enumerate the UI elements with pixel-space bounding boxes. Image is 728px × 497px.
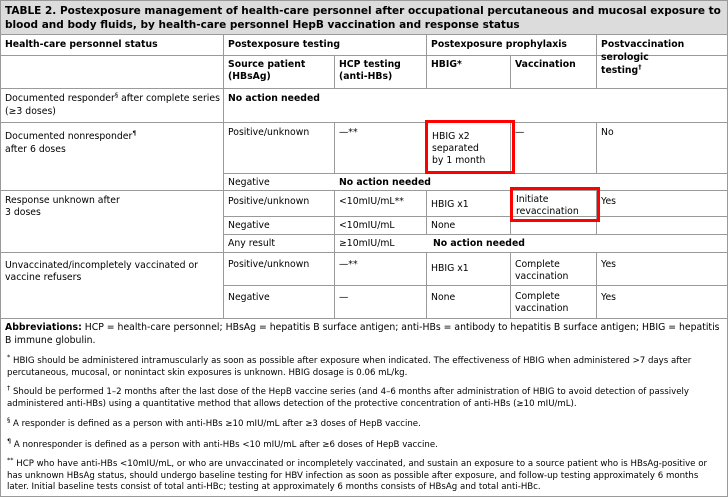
grid-line [334,190,335,318]
nonresponder-hbig-2: separated [432,143,479,154]
footnote-hbig: * HBIG should be administered intramuscularly as soon as possible after exposure when indicated. The effectiveness of HBIG when administered >7 days after percutaneous, mucosal, or nonintact skin exposures is unknown. HBIG dosage is 0.06 mL/kg. [7,353,692,378]
unknown-r2-hcp: <10mIU/mL [339,220,395,231]
highlight-box-revaccination [510,187,600,222]
dagger-mark: † [638,62,642,71]
grid-line [223,34,224,318]
unknown-r1-hbig: HBIG x1 [431,199,469,210]
unvaccinated-r2-serologic: Yes [601,292,617,303]
row-nonresponder-label: Documented nonresponder¶ [5,128,137,142]
row-responder-note: No action needed [228,93,320,104]
nonresponder-hbig-1: HBIG x2 [432,131,470,142]
footnote-responder: § A responder is defined as a person with anti-HBs ≥10 mIU/mL after ≥3 doses of HepB vaccine. [7,416,421,429]
grid-line [334,122,335,174]
unknown-r3-source: Any result [228,238,276,249]
grid-line [510,55,511,89]
grid-line [1,190,727,191]
abbreviations-text: HCP = health-care personnel; HBsAg = hepatitis B surface antigen; anti-HBs = antibody to hepatitis B surface antigen; HBIG = hepatitis B immune globulin. [5,322,720,346]
row-responder-label-line2: (≥3 doses) [5,106,56,117]
grid-line [224,234,727,235]
row-unknown-label: Response unknown after [5,195,120,206]
grid-line [426,252,427,318]
unknown-r3-hcp: ≥10mIU/mL [339,238,395,249]
grid-line [1,252,727,253]
row-unvaccinated-label: Unvaccinated/incompletely vaccinated or [5,260,198,271]
unknown-r1-hcp: <10mIU/mL** [339,196,404,207]
unknown-r3-note: No action needed [433,238,525,249]
footnote-nonresponder: ¶ A nonresponder is defined as a person with anti-HBs <10 mIU/mL after ≥6 doses of HepB vaccine. [7,437,438,450]
unknown-r2-hbig: None [431,220,456,231]
header-postvaccination-line2: serologic [601,52,649,63]
nonresponder-negative-note: No action needed [339,177,431,188]
nonresponder-hcp: —** [339,127,358,138]
unknown-r1-serologic: Yes [601,196,617,207]
caption-label: TABLE 2. [5,5,57,17]
row-responder-label: Documented responder§ after complete series [5,90,220,104]
header-vaccination: Vaccination [515,59,576,70]
footnote-testing: † Should be performed 1–2 months after the last dose of the HepB vaccine series (and 4–6 months after administration of HBIG to avoid detection of passively administered anti-HBs) using a quantitative method that allows detection of the protective concentration of anti-HBs (≥10 mIU/mL). [7,384,689,409]
unvaccinated-r2-hbig: None [431,292,456,303]
nonresponder-negative-source: Negative [228,177,270,188]
header-postvaccination-line3: testing† [601,62,642,76]
unvaccinated-r2-vacc-1: Complete [515,291,560,302]
grid-line [596,252,597,318]
header-status: Health-care personnel status [5,39,158,50]
header-postexposure-testing: Postexposure testing [228,39,340,50]
header-source-line1: Source patient [228,59,306,70]
nonresponder-source: Positive/unknown [228,127,310,138]
header-hcp-line2: (anti-HBs) [339,71,393,82]
header-hbig: HBIG* [431,59,462,70]
grid-line [1,122,727,123]
caption-text: Postexposure management of health-care personnel after occupational percutaneous and mucosal exposure to blood and body fluids, by health-care personnel HepB vaccination and response status [5,5,721,31]
header-hcp-line1: HCP testing [339,59,401,70]
abbreviations [5,322,723,347]
grid-line [426,34,427,89]
grid-line [426,190,427,235]
grid-line [596,34,597,89]
row-unknown-label-line2: 3 doses [5,207,41,218]
table-caption [1,1,727,35]
grid-line [224,216,727,217]
nonresponder-hbig-3: by 1 month [432,155,486,166]
unknown-r1-vacc-1: Initiate [516,194,549,205]
unvaccinated-r1-serologic: Yes [601,259,617,270]
unvaccinated-r1-vacc-1: Complete [515,259,560,270]
header-source-line2: (HBsAg) [228,71,271,82]
grid-line [334,55,335,89]
unvaccinated-r1-hcp: —** [339,259,358,270]
unvaccinated-r2-source: Negative [228,292,270,303]
row-unvaccinated-label-line2: vaccine refusers [5,272,82,283]
grid-line [510,252,511,318]
row-nonresponder-label-line2: after 6 doses [5,144,66,155]
header-postvaccination-line1: Postvaccination [601,39,685,50]
unvaccinated-r2-vacc-2: vaccination [515,303,569,314]
unvaccinated-r1-hbig: HBIG x1 [431,263,469,274]
grid-line [1,318,727,319]
highlight-box-hbig [425,120,515,174]
nonresponder-serologic: No [601,127,614,138]
unknown-r1-vacc-2: revaccination [516,206,579,217]
unknown-r1-source: Positive/unknown [228,196,310,207]
abbreviations-label: Abbreviations: [5,322,82,333]
grid-line [1,88,727,89]
footnote-baseline-testing: ** HCP who have anti-HBs <10mIU/mL, or who are unvaccinated or incompletely vaccinated, and sustain an exposure to a source patient who is HBsAg-positive or has unknown HBsAg status, should undergo baseline testing for HBV infection as soon as possible after exposure, and follow-up testing approximately 6 months later. Initial baseline tests consist of total anti-HBc; testing at approximately 6 months consists of HBsAg and total anti-HBc. [7,456,707,492]
unvaccinated-r2-hcp: — [339,292,349,303]
grid-line [224,285,727,286]
nonresponder-vaccination: — [515,127,525,138]
grid-line [596,122,597,174]
header-postexposure-prophylaxis: Postexposure prophylaxis [431,39,567,50]
unvaccinated-r1-source: Positive/unknown [228,259,310,270]
unknown-r2-source: Negative [228,220,270,231]
unvaccinated-r1-vacc-2: vaccination [515,271,569,282]
